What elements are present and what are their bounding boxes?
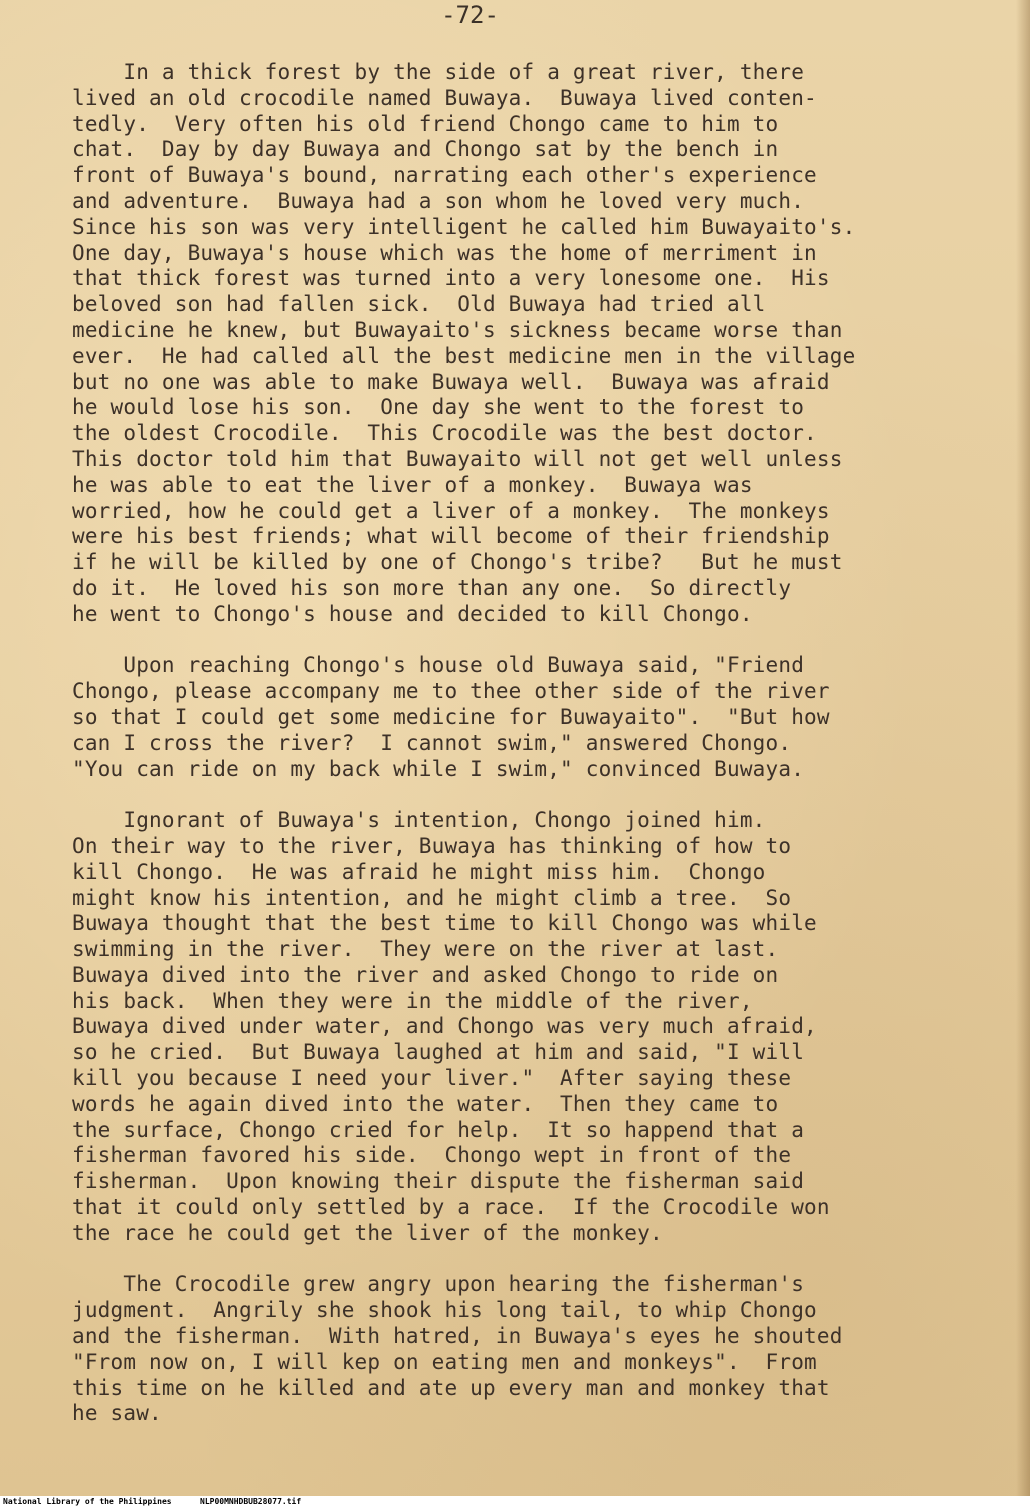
text-line: fisherman. Upon knowing their dispute the fisherman said [72,1169,805,1194]
text-line: In a thick forest by the side of a great river, there [72,60,805,84]
text-line: worried, how he could get a liver of a monkey. The monkeys [72,498,830,523]
text-line: but no one was able to make Buwaya well. Buwaya was afraid [72,369,830,394]
text-line: so he cried. But Buwaya laughed at him and said, "I will [72,1040,805,1065]
text-line: lived an old crocodile named Buwaya. Buwaya lived conten- [72,85,817,110]
text-line: One day, Buwaya's house which was the home of merriment in [72,240,817,265]
text-line: Chongo, please accompany me to thee other side of the river [72,679,830,704]
paragraph [72,1272,1002,1427]
text-line: kill Chongo. He was afraid he might miss him. Chongo [72,859,766,884]
footer-library-name: National Library of the Philippines [3,1497,172,1506]
paragraph [72,808,1002,1247]
text-line: he went to Chongo's house and decided to kill Chongo. [72,601,753,626]
text-line: Buwaya thought that the best time to kill Chongo was while [72,911,817,936]
text-line: he saw. [72,1401,162,1426]
text-line: This doctor told him that Buwayaito will not get well unless [72,446,843,471]
text-line: Since his son was very intelligent he called him Buwayaito's. [72,214,856,239]
text-line: he was able to eat the liver of a monkey. Buwaya was [72,472,753,497]
text-line: Buwaya dived into the river and asked Chongo to ride on [72,962,779,987]
text-line: fisherman favored his side. Chongo wept in front of the [72,1143,792,1168]
text-line: Upon reaching Chongo's house old Buwaya said, "Friend [72,653,805,678]
text-line: so that I could get some medicine for Buwayaito". "But how [72,704,830,729]
text-line: "From now on, I will kep on eating men and monkeys". From [72,1349,817,1374]
text-line: his back. When they were in the middle of the river, [72,988,753,1013]
text-line: that thick forest was turned into a very lonesome one. His [72,266,830,291]
text-line: judgment. Angrily she shook his long tail, to whip Chongo [72,1298,817,1323]
scan-footer [0,1496,1030,1508]
text-line: the race he could get the liver of the monkey. [72,1220,663,1245]
text-line: The Crocodile grew angry upon hearing the fisherman's [72,1272,805,1297]
text-line: "You can ride on my back while I swim," convinced Buwaya. [72,756,805,781]
footer-file-name: NLP00MNHDBUB28077.tif [200,1497,302,1506]
text-line: medicine he knew, but Buwayaito's sickness became worse than [72,317,843,342]
page-edge-shadow [1016,0,1030,1496]
text-line: the oldest Crocodile. This Crocodile was the best doctor. [72,421,817,446]
text-line: tedly. Very often his old friend Chongo came to him to [72,111,779,136]
text-line: Buwaya dived under water, and Chongo was very much afraid, [72,1014,817,1039]
paragraph [72,653,1002,782]
text-line: were his best friends; what will become of their friendship [72,524,830,549]
text-line: this time on he killed and ate up every man and monkey that [72,1375,830,1400]
text-line: and the fisherman. With hatred, in Buwaya's eyes he shouted [72,1324,843,1349]
text-line: ever. He had called all the best medicine men in the village [72,343,856,368]
text-line: front of Buwaya's bound, narrating each other's experience [72,163,817,188]
text-line: On their way to the river, Buwaya has thinking of how to [72,833,792,858]
text-line: the surface, Chongo cried for help. It so happend that a [72,1117,805,1142]
text-line: might know his intention, and he might climb a tree. So [72,885,792,910]
text-line: that it could only settled by a race. If the Crocodile won [72,1195,830,1220]
text-line: can I cross the river? I cannot swim," answered Chongo. [72,730,792,755]
text-line: words he again dived into the water. Then they came to [72,1091,779,1116]
story-text [72,60,1002,1453]
text-line: he would lose his son. One day she went to the forest to [72,395,805,420]
text-line: if he will be killed by one of Chongo's tribe? But he must [72,550,843,575]
text-line: do it. He loved his son more than any one. So directly [72,575,792,600]
text-line: and adventure. Buwaya had a son whom he loved very much. [72,188,805,213]
paragraph [72,60,1002,628]
text-line: Ignorant of Buwaya's intention, Chongo joined him. [72,808,766,833]
text-line: swimming in the river. They were on the river at last. [72,937,779,962]
page-number: -72- [441,1,499,29]
text-line: kill you because I need your liver." After saying these [72,1066,792,1091]
text-line: beloved son had fallen sick. Old Buwaya had tried all [72,292,766,317]
text-line: chat. Day by day Buwaya and Chongo sat by the bench in [72,137,779,162]
